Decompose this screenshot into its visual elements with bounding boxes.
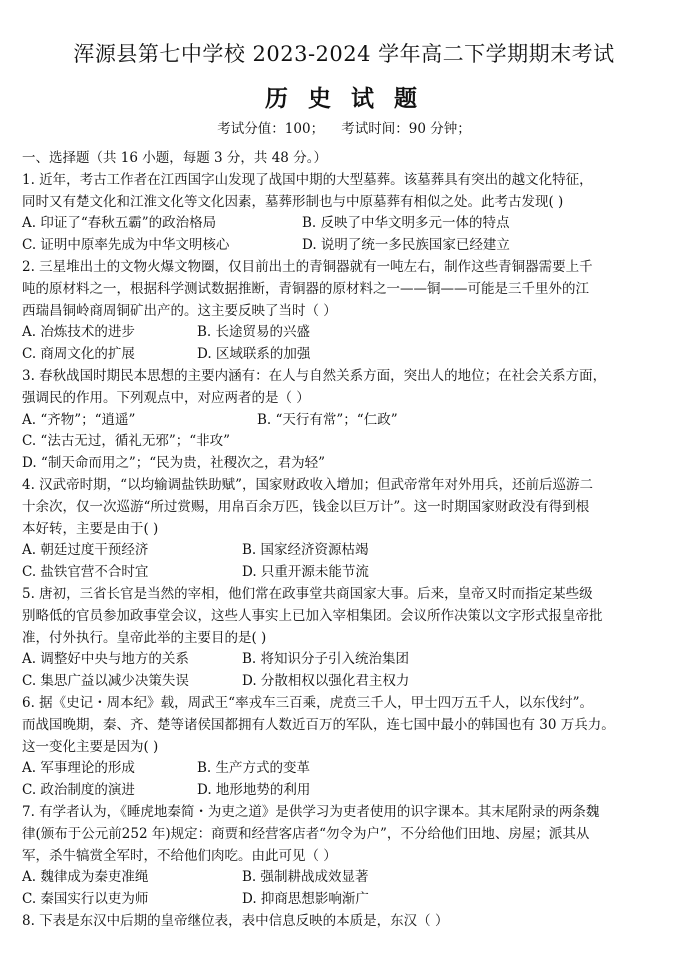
exam-title: 浑源县第七中学校 2023-2024 学年高二下学期期末考试 — [73, 42, 615, 66]
question-3 — [22, 366, 674, 475]
option-row — [22, 322, 674, 344]
option-d: D. 抑商思想影响渐广 — [242, 891, 369, 908]
option-a: A. 魏律成为秦吏准绳 — [22, 869, 149, 886]
option-row — [22, 562, 674, 584]
question-text-line: 同时又有楚文化和江淮文化等文化因素，墓葬形制也与中原墓葬有相似之处。此考古发现( ) — [22, 193, 564, 210]
question-text-line: 3. 春秋战国时期民本思想的主要内涵有：在人与自然关系方面，突出人的地位；在社会关系方面， — [22, 367, 607, 384]
exam-content — [22, 148, 674, 933]
question-text-line: 吨的原材料之一，根据科学测试数据推断，青铜器的原材料之一——铜——可能是三千里外的江 — [22, 280, 589, 297]
option-row — [22, 780, 674, 802]
option-b: B. 反映了中华文明多元一体的特点 — [302, 215, 510, 232]
option-c: C. 证明中原率先成为中华文明核心 — [22, 237, 230, 254]
option-row — [22, 213, 674, 235]
option-row — [22, 649, 674, 671]
question-text-line: 十余次，仅一次巡游“所过赏赐，用帛百余万匹，钱金以巨万计”。这一时期国家财政没有得到根 — [22, 498, 590, 515]
option-row — [22, 410, 674, 432]
option-a: A. 调整好中央与地方的关系 — [22, 651, 189, 668]
question-text-line: 而战国晚期，秦、齐、楚等诸侯国都拥有人数近百万的军队，连七国中最小的韩国也有 30 万兵力。 — [22, 716, 615, 733]
question-1 — [22, 170, 674, 257]
option-row — [22, 889, 674, 911]
question-text-line: 1. 近年，考古工作者在江西国字山发现了战国中期的大型墓葬。该墓葬具有突出的越文化特征， — [22, 171, 593, 188]
question-text-line: 别略低的官员参加政事堂会议，这些人事实上已加入宰相集团。会议所作决策以文字形式报皇帝批 — [22, 607, 603, 624]
question-8 — [22, 911, 674, 933]
option-b: B. 将知识分子引入统治集团 — [242, 651, 410, 668]
question-4 — [22, 475, 674, 584]
option-d: D. “制天命而用之”；“民为贵，社稷次之，君为轻” — [22, 455, 326, 472]
question-text-line: 军，杀牛犒赏全军时，不给他们肉吃。由此可见（ ） — [22, 847, 337, 864]
option-row — [22, 671, 674, 693]
option-d: D. 分散相权以强化君主权力 — [242, 673, 410, 690]
question-5 — [22, 584, 674, 693]
option-c: C. 集思广益以减少决策失误 — [22, 673, 189, 690]
question-text-line: 本好转，主要是由于( ) — [22, 520, 159, 537]
question-text-line: 准，付外执行。皇帝此举的主要目的是( ) — [22, 629, 267, 646]
option-c: C. 秦国实行以吏为师 — [22, 891, 149, 908]
option-c: C. 政治制度的演进 — [22, 782, 135, 799]
option-c: C. 商周文化的扩展 — [22, 346, 135, 363]
question-text-line: 2. 三星堆出土的文物火爆文物圈，仅目前出土的青铜器就有一吨左右，制作这些青铜器需要上千 — [22, 258, 593, 275]
question-text-line: 8. 下表是东汉中后期的皇帝继位表，表中信息反映的本质是，东汉（ ） — [22, 912, 449, 929]
exam-meta: 考试分值：100； 考试时间：90 分钟； — [217, 121, 471, 137]
option-b: B. 生产方式的变革 — [197, 760, 311, 777]
question-text-line: 4. 汉武帝时期，“以均输调盐铁助赋”，国家财政收入增加；但武帝常年对外用兵，还前后巡游二 — [22, 476, 593, 493]
option-a: A. “齐物”；“逍遥” — [22, 411, 136, 428]
exam-subtitle: 历 史 试 题 — [264, 86, 424, 112]
option-c: C. “法古无过，循礼无邪”；“非攻” — [22, 433, 231, 450]
question-7 — [22, 802, 674, 911]
question-6 — [22, 693, 674, 802]
question-text-line: 强调民的作用。下列观点中，对应两者的是（ ） — [22, 389, 310, 406]
question-text-line: 这一变化主要是因为( ) — [22, 738, 159, 755]
option-a: A. 冶炼技术的进步 — [22, 324, 135, 341]
option-c: C. 盐铁官营不合时宜 — [22, 564, 149, 581]
section-title: 一、选择题（共 16 小题，每题 3 分，共 48 分。） — [22, 150, 327, 166]
option-row — [22, 758, 674, 780]
option-b: B. 强制耕战成效显著 — [242, 869, 369, 886]
option-d: D. 说明了统一多民族国家已经建立 — [302, 237, 510, 254]
question-text-line: 律(颁布于公元前252 年)规定：商贾和经营客店者“勿令为户”，不分给他们田地、房屋；派其从 — [22, 825, 590, 842]
option-row — [22, 540, 674, 562]
option-d: D. 地形地势的利用 — [197, 782, 311, 799]
option-row — [22, 235, 674, 257]
question-text-line: 7. 有学者认为，《睡虎地秦简・为吏之道》是供学习为吏者使用的识字课本。其末尾附录的两条魏 — [22, 803, 600, 820]
option-a: A. 印证了“春秋五霸”的政治格局 — [22, 215, 217, 232]
option-row — [22, 344, 674, 366]
option-row — [22, 867, 674, 889]
question-text-line: 西瑞昌铜岭商周铜矿出产的。这主要反映了当时（ ） — [22, 302, 337, 319]
question-2 — [22, 257, 674, 366]
option-d: D. 区域联系的加强 — [197, 346, 311, 363]
option-a: A. 朝廷过度干预经济 — [22, 542, 149, 559]
option-a: A. 军事理论的形成 — [22, 760, 135, 777]
option-b: B. 国家经济资源枯竭 — [242, 542, 369, 559]
question-text-line: 5. 唐初，三省长官是当然的宰相，他们常在政事堂共商国家大事。后来，皇帝又时而指定某些级 — [22, 585, 593, 602]
option-b: B. “天行有常”；“仁政” — [257, 411, 398, 428]
option-b: B. 长途贸易的兴盛 — [197, 324, 311, 341]
question-text-line: 6. 据《史记・周本纪》载，周武王“率戎车三百乘，虎贲三千人，甲士四万五千人，以东伐纣”。 — [22, 694, 593, 711]
option-d: D. 只重开源未能节流 — [242, 564, 369, 581]
